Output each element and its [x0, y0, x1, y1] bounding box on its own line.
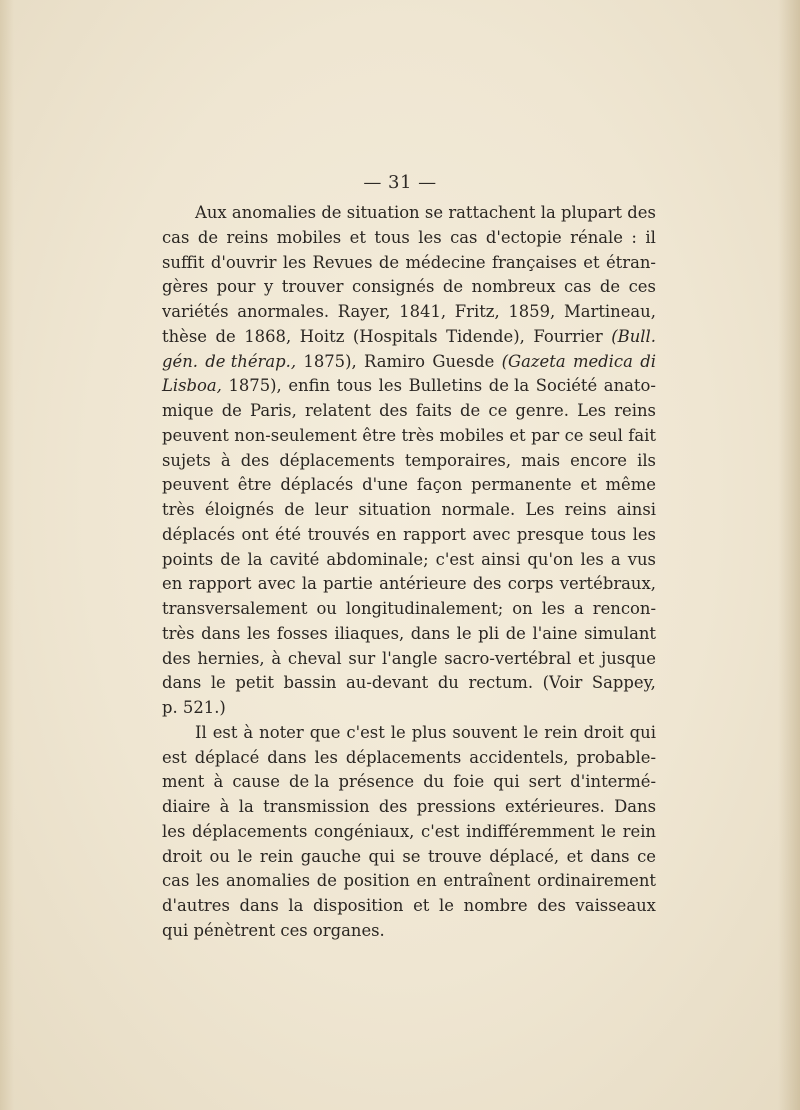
word: le: [439, 896, 454, 915]
text-line: [162, 671, 656, 696]
paragraph: [162, 201, 656, 721]
word: encore: [570, 450, 627, 470]
word: le: [456, 623, 472, 643]
word: de: [378, 252, 400, 272]
text-line: [162, 201, 656, 226]
word: extérieures.: [505, 797, 605, 816]
word: déplacements: [192, 821, 308, 841]
text-line: [162, 226, 656, 251]
word: cause: [232, 772, 280, 792]
word: plupart: [561, 203, 623, 222]
word: de: [284, 500, 305, 519]
word: en: [416, 871, 437, 891]
word: les: [246, 623, 271, 643]
word: à: [243, 722, 254, 742]
word: reins: [564, 500, 607, 519]
word: probable-: [576, 747, 656, 767]
word: permanente: [471, 475, 572, 495]
word: l'aine: [532, 623, 578, 643]
word: reins: [614, 401, 656, 420]
word: abdominale;: [326, 549, 429, 569]
word: de: [221, 401, 242, 420]
word: et: [583, 252, 600, 272]
word: déplacés: [162, 524, 235, 544]
word: peuvent: [162, 475, 229, 495]
word: tous: [374, 227, 410, 247]
word: rein: [544, 722, 578, 742]
word: ment: [162, 772, 205, 792]
word: rapport: [188, 574, 252, 594]
word: reins: [226, 227, 269, 247]
word: les: [580, 549, 604, 569]
word: indifféremment: [466, 821, 595, 841]
word: le: [523, 722, 539, 742]
word: de: [220, 549, 241, 569]
word: façon: [416, 475, 463, 495]
word: trouve: [427, 846, 482, 866]
word: des: [472, 574, 502, 594]
word: disposition: [313, 896, 404, 915]
word: la: [288, 896, 304, 915]
word: de: [321, 203, 342, 222]
word: Fourrier: [533, 326, 603, 346]
word: par: [531, 425, 560, 445]
text-line: [162, 374, 656, 399]
word: partie: [323, 574, 373, 594]
word: dans: [410, 623, 451, 643]
word: éloignés: [204, 500, 275, 519]
word: (Bull.: [611, 326, 656, 346]
word: mobiles: [439, 425, 504, 445]
word: les: [632, 524, 656, 544]
word: 1859,: [508, 302, 556, 321]
text-line: [162, 548, 656, 573]
word: anomalies: [225, 871, 311, 891]
word: corps: [507, 574, 554, 594]
word: jusque: [601, 648, 656, 668]
word: gères: [162, 277, 209, 297]
word: nombre: [463, 896, 528, 915]
word: antérieure: [379, 574, 467, 594]
text-line: [162, 597, 656, 622]
word: qui: [629, 722, 656, 742]
text-line: [162, 498, 656, 523]
word: été: [275, 524, 302, 544]
word: transversalement: [162, 599, 308, 618]
word: 1875),: [228, 376, 282, 396]
word: rectum.: [468, 673, 534, 693]
word: d'une: [362, 475, 408, 495]
word: étran-: [605, 252, 656, 272]
word: d'ectopie: [485, 227, 562, 247]
text-line: [162, 350, 656, 375]
word: variétés: [162, 302, 229, 321]
word: sujets: [162, 450, 211, 470]
word: de: [442, 277, 464, 297]
word: cheval: [287, 648, 342, 668]
word: et: [349, 227, 366, 247]
word: d'ouvrir: [210, 252, 277, 272]
word: qu'on: [527, 549, 574, 569]
word: ainsi: [481, 549, 521, 569]
word: hernies,: [197, 648, 265, 668]
word: petit: [235, 673, 274, 693]
word: dans: [590, 846, 630, 866]
text-line: [162, 894, 656, 919]
text-line: [162, 746, 656, 771]
word: Paris,: [250, 401, 297, 420]
text-line: [162, 449, 656, 474]
word: consignés: [351, 277, 435, 297]
word: Il: [195, 722, 207, 742]
word: leur: [314, 500, 349, 519]
word: tous: [590, 524, 627, 544]
word: position: [343, 871, 410, 891]
word: (Voir: [542, 673, 583, 693]
word: le: [210, 673, 226, 693]
word: les: [314, 747, 338, 767]
word: de: [197, 227, 219, 247]
word: Aux: [195, 203, 227, 222]
word: cavité: [269, 549, 320, 569]
word: ils: [637, 450, 656, 470]
word: les: [196, 871, 220, 891]
word: la: [301, 574, 317, 594]
word: gauche: [300, 846, 362, 866]
word: il: [645, 227, 656, 247]
word: suffit: [162, 252, 205, 272]
word: sacro-vertébral: [444, 648, 572, 668]
page-number: — 31 —: [363, 172, 437, 193]
word: relatent: [304, 401, 371, 420]
word: cas: [450, 227, 478, 247]
word: qui: [493, 772, 520, 792]
word: et: [580, 475, 597, 495]
word: anormales.: [237, 302, 330, 321]
word: de: [316, 871, 337, 891]
word: de: [215, 326, 236, 346]
word: se: [424, 203, 444, 222]
word: rein: [622, 821, 656, 841]
word: p. 521.): [162, 698, 226, 717]
word: rencon-: [592, 599, 656, 618]
word: fosses: [276, 623, 328, 643]
word: de la: [289, 772, 330, 792]
word: présence: [338, 772, 415, 792]
word: (Hospitals: [352, 326, 438, 346]
word: avec: [257, 574, 296, 594]
word: situation: [346, 203, 420, 222]
word: de la: [488, 376, 530, 396]
word: de: [505, 623, 526, 643]
word: françaises: [491, 252, 577, 272]
text-line: [162, 820, 656, 845]
word: longitudinalement;: [345, 599, 504, 618]
word: c'est: [435, 549, 475, 569]
word: très: [162, 623, 195, 643]
word: Martineau,: [563, 302, 656, 321]
word: Tidende),: [446, 326, 525, 346]
word: ainsi: [616, 500, 656, 519]
word: médecine: [405, 252, 486, 272]
word: cas: [162, 227, 190, 247]
word: dans: [162, 673, 202, 693]
word: fait: [628, 425, 656, 445]
word: de: [460, 401, 481, 420]
word: et: [509, 425, 526, 445]
word: vaisseaux: [575, 896, 656, 915]
word: faits: [415, 401, 452, 420]
word: qui: [368, 846, 395, 866]
word: 1868,: [244, 326, 292, 346]
word: anomalies: [231, 203, 317, 222]
word: entraînent: [443, 871, 531, 891]
word: le: [237, 846, 253, 866]
word: déplacés: [280, 475, 354, 495]
word: à: [220, 450, 231, 470]
word: à: [213, 772, 224, 792]
text-line: [162, 523, 656, 548]
word: Fritz,: [454, 302, 500, 321]
word: 1875),: [303, 351, 357, 371]
text-line: [162, 572, 656, 597]
word: à: [271, 648, 282, 668]
text-line: [162, 275, 656, 300]
text-line: [162, 424, 656, 449]
word: d'intermé-: [570, 772, 656, 792]
word: Société: [535, 376, 598, 396]
word: des: [378, 797, 408, 816]
word: des: [240, 450, 270, 470]
word: accidentels,: [469, 747, 569, 767]
word: mais: [521, 450, 561, 470]
word: est: [212, 722, 238, 742]
word: très: [401, 425, 435, 445]
word: y: [263, 277, 274, 297]
word: Bulletins: [408, 376, 483, 396]
word: bassin: [283, 673, 337, 693]
word: Ramiro: [364, 351, 426, 371]
word: dans: [239, 896, 279, 915]
word: ces: [628, 277, 656, 297]
word: c'est: [346, 722, 385, 742]
text-line: [162, 647, 656, 672]
word: très: [162, 500, 195, 519]
page-left-edge: [0, 0, 14, 1110]
word: l'angle: [381, 648, 438, 668]
word: 1841,: [399, 302, 447, 321]
word: mobiles: [276, 227, 342, 247]
word: plus: [411, 722, 447, 742]
word: transmission: [263, 797, 370, 816]
word: de: [599, 277, 621, 297]
word: la: [238, 797, 254, 816]
word: et: [578, 648, 595, 668]
word: Rayer,: [337, 302, 391, 321]
text-line: [162, 399, 656, 424]
word: medica: [572, 351, 633, 371]
word: d'autres: [162, 896, 230, 915]
word: le: [390, 722, 406, 742]
word: des: [162, 648, 191, 668]
word: être: [237, 475, 272, 495]
word: mique: [162, 401, 214, 420]
word: que: [309, 722, 341, 742]
word: en: [162, 574, 183, 594]
word: les: [282, 252, 307, 272]
word: points: [162, 549, 214, 569]
word: ce: [488, 401, 508, 420]
word: rapport: [403, 524, 466, 544]
word: rattachent: [448, 203, 536, 222]
word: et: [566, 846, 583, 866]
word: ordinairement: [537, 871, 656, 891]
body-text: [162, 201, 656, 944]
word: en: [376, 524, 397, 544]
word: la: [247, 549, 263, 569]
word: vus: [627, 549, 656, 569]
word: gén.: [162, 351, 198, 371]
word: Revues: [312, 252, 373, 272]
word: de thérap.,: [205, 351, 297, 371]
word: nombreux: [471, 277, 556, 297]
word: du: [437, 673, 459, 693]
word: anato-: [603, 376, 656, 396]
word: Sappey,: [591, 673, 656, 693]
word: on: [512, 599, 533, 618]
word: les: [162, 821, 186, 841]
word: thèse: [162, 326, 207, 346]
word: du: [423, 772, 445, 792]
word: à: [219, 797, 230, 816]
word: rénale: [570, 227, 623, 247]
word: a: [610, 549, 621, 569]
text-line: [162, 473, 656, 498]
text-line: [162, 721, 656, 746]
word: déplacé,: [489, 846, 560, 866]
word: peuvent: [162, 425, 229, 445]
word: Les: [525, 500, 555, 519]
word: déplacements: [279, 450, 395, 470]
word: ce: [637, 846, 656, 866]
word: sert: [528, 772, 562, 792]
word: droit: [583, 722, 624, 742]
word: diaire: [162, 797, 211, 816]
word: Guesde: [432, 351, 495, 371]
word: au-devant: [346, 673, 429, 693]
word: pressions: [416, 797, 496, 816]
word: foie: [453, 772, 485, 792]
word: des: [537, 896, 566, 915]
word: ou: [209, 846, 230, 866]
text-line: [162, 300, 656, 325]
word: (Gazeta: [501, 351, 566, 371]
text-line: [162, 869, 656, 894]
word: droit: [162, 846, 203, 866]
word: iliaques,: [334, 623, 405, 643]
word: sur: [348, 648, 376, 668]
word: rein: [259, 846, 294, 866]
word: le: [601, 821, 617, 841]
text-line: [162, 622, 656, 647]
word: déplacé: [194, 747, 260, 767]
word: ce: [564, 425, 584, 445]
word: :: [631, 227, 637, 247]
word: pour: [216, 277, 256, 297]
word: les: [418, 227, 442, 247]
word: Hoitz: [299, 326, 345, 346]
word: déplacements: [345, 747, 462, 767]
word: Les: [577, 401, 607, 420]
word: congéniaux,: [314, 821, 415, 841]
word: presque: [516, 524, 585, 544]
word: être: [362, 425, 397, 445]
word: c'est: [421, 821, 460, 841]
word: se: [402, 846, 421, 866]
text-line: [162, 845, 656, 870]
text-line: [162, 795, 656, 820]
word: des: [627, 203, 656, 222]
paragraph: [162, 721, 656, 944]
word: même: [605, 475, 656, 495]
word: la: [540, 203, 556, 222]
word: temporaires,: [404, 450, 512, 470]
word: des: [379, 401, 408, 420]
word: tous: [336, 376, 373, 396]
word: avec: [472, 524, 511, 544]
word: a: [574, 599, 584, 618]
word: simulant: [584, 623, 656, 643]
text-line: [162, 770, 656, 795]
text-line: [162, 325, 656, 350]
word: vertébraux,: [559, 574, 656, 594]
word: enfin: [288, 376, 331, 396]
word: genre.: [515, 401, 569, 420]
word: dans: [201, 623, 241, 643]
word: cas: [162, 871, 190, 891]
word: non-seulement: [234, 425, 357, 445]
word: situation: [358, 500, 432, 519]
word: pli: [478, 623, 500, 643]
word: cas: [563, 277, 592, 297]
word: dans: [267, 747, 307, 767]
text-line: [162, 251, 656, 276]
word: ont: [241, 524, 269, 544]
word: est: [162, 747, 187, 767]
word: les: [541, 599, 566, 618]
word: trouver: [281, 277, 344, 297]
word: normale.: [441, 500, 516, 519]
word: les: [378, 376, 403, 396]
text-line: [162, 696, 656, 721]
word: souvent: [452, 722, 518, 742]
word: di: [640, 351, 656, 371]
word: trouvés: [307, 524, 370, 544]
word: noter: [259, 722, 304, 742]
word: et: [413, 896, 430, 915]
page-right-edge: [778, 0, 800, 1110]
word: ou: [316, 599, 337, 618]
word: Dans: [614, 797, 656, 816]
word: Lisboa,: [162, 376, 222, 396]
word: seul: [588, 425, 623, 445]
word: qui pénètrent ces organes.: [162, 920, 385, 940]
text-line: [162, 919, 656, 944]
